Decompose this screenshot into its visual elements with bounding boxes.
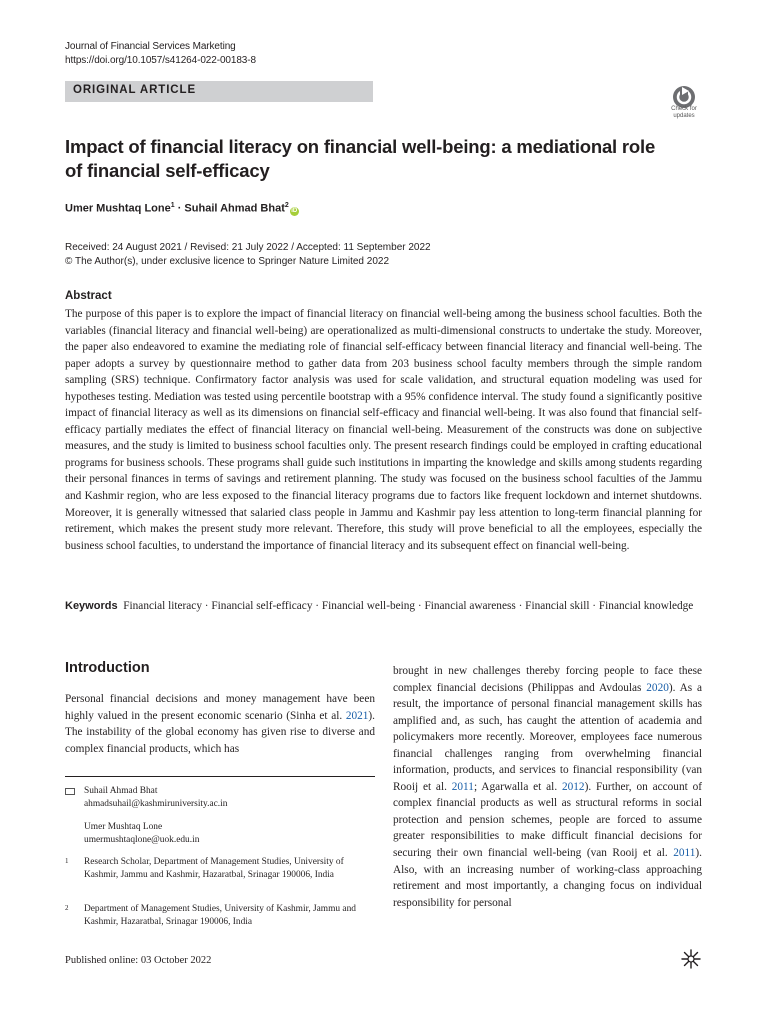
corresponding-author-name: Suhail Ahmad Bhat bbox=[84, 786, 158, 796]
affiliation-2: Department of Management Studies, University of Kashmir, Jammu and Kashmir, Hazaratbal, Srinagar 190006, India bbox=[84, 904, 356, 928]
coauthor-name: Umer Mushtaq Lone bbox=[84, 821, 163, 832]
envelope-icon bbox=[65, 788, 75, 795]
author-list bbox=[65, 202, 299, 216]
citation-link[interactable]: 2021 bbox=[345, 709, 369, 722]
corresponding-author bbox=[84, 785, 374, 847]
keywords-list: Financial literacy · Financial self-efficacy · Financial well-being · Financial awareness · Financial skill · Financial knowledge bbox=[123, 600, 694, 612]
affiliation-number: 2 bbox=[65, 904, 69, 912]
author-name: Suhail Ahmad Bhat bbox=[184, 202, 285, 215]
section-heading-introduction: Introduction bbox=[65, 660, 150, 676]
journal-name: Journal of Financial Services Marketing bbox=[65, 41, 236, 52]
keywords-block bbox=[65, 598, 702, 615]
journal-header bbox=[65, 40, 256, 68]
coauthor-email[interactable]: umermushtaqlone@uok.edu.in bbox=[84, 834, 200, 845]
author-name: Umer Mushtaq Lone bbox=[65, 202, 171, 215]
author-separator: · bbox=[174, 202, 185, 215]
article-type-label: ORIGINAL ARTICLE bbox=[73, 84, 197, 96]
author-affiliation-marker: 1 bbox=[170, 202, 175, 209]
citation-link[interactable]: 2011 bbox=[673, 847, 696, 860]
citation-link[interactable]: 2012 bbox=[561, 780, 585, 793]
abstract-body: The purpose of this paper is to explore the impact of financial literacy on financial well-being among the business school faculties. Both the variables (financial literacy and financial well-being) are operationalized as multi-dimensional constructs to undertake the study. Moreover, the paper also endeavored to examine the mediating role of financial self-efficacy between financial literacy and financial well-being. The paper adopts a survey by questionnaire method to gather data from 203 business school faculty members through the simple random sampling (SRS) technique. Confirmatory factor analysis was used for scale validation, and structural equation modeling was used for hypotheses testing. Mediation was tested using percentile bootstrap with a 95% confidence interval. The study found a significantly positive impact of financial literacy as well as its dimensions on financial self-efficacy and financial well-being. It was also found that financial self-efficacy partially mediates the effect of financial literacy on financial well-being. Measurement of the constructs was done on subjective measures, and the study is limited to business school faculties only. The present research findings could be employed in crafting educational programs for business schools. These programs shall guide such institutions in imparting the knowledge and skills among students regarding their personal finances in terms of savings and retirement planning. The study was focused on the business school faculties of the Jammu and Kashmir region, who are less exposed to the financial literacy programs due to factors like frequent lockdown and internet shutdowns. Moreover, it is generally witnessed that salaried class people in Jammu and Kashmir pay less attention to long-term financial planning for retirement, which makes the present study more relevant. Therefore, this study will prove beneficial to all the employees, especially the business school faculties, to understand the importance of financial literacy and its subsequent effect on financial well-being. bbox=[65, 308, 702, 552]
citation-link[interactable]: 2020 bbox=[646, 681, 669, 694]
affiliation-number: 1 bbox=[65, 857, 69, 865]
published-online: Published online: 03 October 2022 bbox=[65, 955, 212, 966]
journal-doi[interactable]: https://doi.org/10.1057/s41264-022-00183-8 bbox=[65, 55, 256, 66]
corresponding-author-email[interactable]: ahmadsuhail@kashmiruniversity.ac.in bbox=[84, 799, 228, 810]
orcid-icon[interactable]: iD bbox=[291, 207, 298, 214]
dates-line: Received: 24 August 2021 / Revised: 21 July 2022 / Accepted: 11 September 2022 bbox=[65, 242, 431, 253]
footnote-divider bbox=[65, 776, 375, 777]
article-history bbox=[65, 241, 431, 269]
article-type-banner bbox=[65, 81, 373, 102]
author-affiliation-marker: 2 bbox=[284, 202, 289, 209]
citation-link[interactable]: 2011 bbox=[451, 780, 474, 793]
column-right-paragraph: brought in new challenges thereby forcing people to face these complex financial decisions (Philippas and Avdoulas 2020). As a result, the importance of personal financial management skills has amplified and, as such, has caught the attention of academia and policymakers more recently. Moreover, employees face numerous financial challenges ranging from overwhelming financial information, products, and services to financial responsibility (van Rooij et al. 2011; Agarwalla et al. 2012). Further, on account of complex financial products as well as structural reforms in social protection and pension schemes, people are forced to assume greater responsibilities to make difficult financial decisions for securing their own financial well-being (van Rooij et al. 2011). Also, with an increasing number of working-class approaching retirement and most importantly, a changing focus on individual responsibility for personal bbox=[393, 665, 703, 909]
abstract-heading: Abstract bbox=[65, 290, 112, 302]
affiliation-1: Research Scholar, Department of Management Studies, University of Kashmir, Jammu and Kashmir, Hazaratbal, Srinagar 190006, India bbox=[84, 857, 344, 881]
keywords-label: Keywords bbox=[65, 600, 118, 612]
springer-logo-icon bbox=[680, 948, 702, 970]
check-for-updates-label: Check for updates bbox=[671, 106, 697, 119]
column-left-paragraph: Personal financial decisions and money management have been highly valued in the present economic scenario (Sinha et al. 2021). The instability of the global economy has given rise to diverse and complex financial products, which has bbox=[65, 693, 375, 755]
copyright-line: © The Author(s), under exclusive licence to Springer Nature Limited 2022 bbox=[65, 256, 390, 267]
article-title: Impact of financial literacy on financial well-being: a mediational role of financial self-efficacy bbox=[65, 136, 656, 181]
